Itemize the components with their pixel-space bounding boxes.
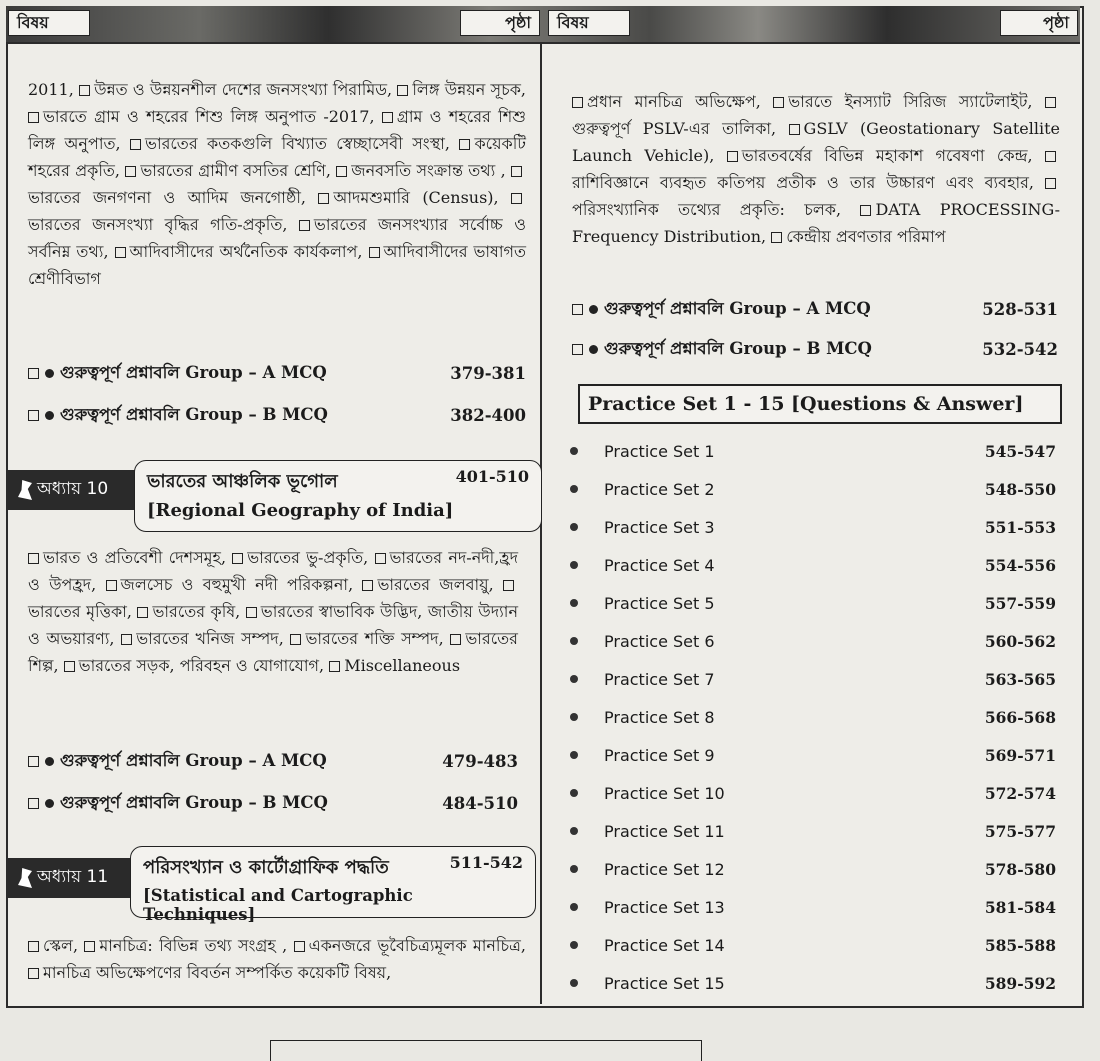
practice-set-label: Practice Set 11: [604, 821, 725, 841]
topic-item: [362, 575, 493, 594]
practice-set-row: [570, 512, 1056, 542]
bullet-icon: [570, 979, 578, 987]
practice-set-pages: 585-588: [984, 935, 1056, 955]
chapter-11-title-box: [130, 846, 536, 924]
topic-text: প্রধান মানচিত্র অভিক্ষেপ,: [587, 92, 761, 111]
bullet-icon: [45, 799, 54, 808]
checkbox-icon: [28, 410, 39, 421]
checkbox-icon: [773, 97, 784, 108]
checkbox-icon: [290, 634, 301, 645]
topic-text: জলসেচ ও বহুমুখী নদী পরিকল্পনা,: [120, 575, 354, 594]
topic-item: [28, 936, 78, 955]
checkbox-icon: [572, 344, 583, 355]
practice-set-pages: 560-562: [984, 631, 1056, 651]
left-intro-topics: [28, 76, 526, 292]
header-page-left: পৃষ্ঠা: [460, 10, 540, 36]
topic-item: [130, 134, 450, 153]
checkbox-icon: [106, 580, 117, 591]
practice-set-label: Practice Set 13: [604, 897, 725, 917]
topic-text: ভারতের মৃত্তিকা,: [28, 602, 132, 621]
chapter-10-group-a-row: গুরুত্বপূর্ণ প্রশ্নাবলি Group – A MCQ 479-483: [28, 748, 518, 775]
chapter-10-subtitle: [Regional Geography of India]: [147, 500, 454, 521]
practice-set-label: Practice Set 2: [604, 479, 715, 499]
checkbox-icon: [771, 232, 782, 243]
practice-set-pages: 569-571: [984, 745, 1056, 765]
topic-item: [64, 656, 324, 675]
topic-item: [232, 548, 368, 567]
chapter-10-title-box: [134, 460, 542, 532]
practice-set-label: Practice Set 7: [604, 669, 715, 689]
checkbox-icon: [84, 941, 95, 952]
topic-item: [79, 80, 392, 99]
group-a-row: গুরুত্বপূর্ণ প্রশ্নাবলি Group – A MCQ 379-381: [28, 360, 526, 387]
checkbox-icon: [79, 85, 90, 96]
practice-set-label: Practice Set 6: [604, 631, 715, 651]
checkbox-icon: [299, 220, 310, 231]
right-group-b-row: গুরুত্বপূর্ণ প্রশ্নাবলি Group – B MCQ 532-542: [572, 336, 1058, 363]
checkbox-icon: [1045, 178, 1056, 189]
bullet-icon: [570, 599, 578, 607]
bullet-icon: [570, 675, 578, 683]
chapter-11-title: পরিসংখ্যান ও কার্টোগ্রাফিক পদ্ধতি: [143, 857, 389, 878]
topic-item: [771, 227, 945, 246]
checkbox-icon: [511, 166, 522, 177]
topic-text: ভারতে গ্রাম ও শহরের শিশু লিঙ্গ অনুপাত -2017,: [43, 107, 375, 126]
topic-text: 2011,: [28, 80, 74, 99]
checkbox-icon: [336, 166, 347, 177]
topic-item: [329, 656, 460, 675]
topic-text: রাশিবিজ্ঞানে ব্যবহৃত কতিপয় প্রতীক ও তার উচ্চারণ এবং ব্যবহার,: [572, 173, 1034, 192]
practice-set-label: Practice Set 10: [604, 783, 725, 803]
checkbox-icon: [130, 139, 141, 150]
checkbox-icon: [28, 112, 39, 123]
practice-set-row: [570, 664, 1056, 694]
topic-text: আদমশুমারি (Census),: [333, 188, 499, 207]
practice-set-pages: 557-559: [984, 593, 1056, 613]
bullet-icon: [570, 865, 578, 873]
practice-set-row: [570, 702, 1056, 732]
bullet-icon: [589, 345, 598, 354]
bullet-icon: [570, 789, 578, 797]
bullet-icon: [570, 713, 578, 721]
practice-set-label: Practice Set 12: [604, 859, 725, 879]
checkbox-icon: [121, 634, 132, 645]
topic-text: ভারতের স্বাভাবিক উদ্ভিদ, জাতীয় উদ্যান ও অভয়ারণ্য,: [28, 602, 518, 648]
topic-text: ভারতের গ্রামীণ বসতির শ্রেণি,: [140, 161, 331, 180]
topic-text: ভারতের জনসংখ্যা বৃদ্ধির গতি-প্রকৃতি,: [28, 215, 288, 234]
checkbox-icon: [375, 553, 386, 564]
chapter-11-topics: [28, 932, 526, 986]
topic-text: কেন্দ্রীয় প্রবণতার পরিমাপ: [786, 227, 946, 246]
chapter-10-topics: [28, 544, 518, 679]
topic-text: ভারতের শিল্প,: [28, 629, 518, 675]
bullet-icon: [570, 751, 578, 759]
checkbox-icon: [382, 112, 393, 123]
checkbox-icon: [137, 607, 148, 618]
right-intro-topics: [572, 88, 1060, 250]
practice-set-row: [570, 588, 1056, 618]
checkbox-icon: [511, 193, 522, 204]
topic-text: কয়েকটি শহরের প্রকৃতি,: [28, 134, 527, 180]
chapter-emblem-icon: [18, 868, 32, 888]
checkbox-icon: [28, 798, 39, 809]
bullet-icon: [45, 369, 54, 378]
practice-set-label: Practice Set 3: [604, 517, 715, 537]
practice-set-label: Practice Set 14: [604, 935, 725, 955]
topic-item: [28, 107, 375, 126]
checkbox-icon: [860, 205, 871, 216]
practice-set-pages: 551-553: [984, 517, 1056, 537]
checkbox-icon: [329, 661, 340, 672]
checkbox-icon: [1045, 97, 1056, 108]
chapter-11-tab: অধ্যায় 11: [8, 858, 138, 898]
topic-text: ভারতের জলবায়ু,: [377, 575, 494, 594]
topic-text: ভারতের নদ-নদী,হ্রদ ও উপহ্রদ,: [28, 548, 518, 594]
checkbox-icon: [64, 661, 75, 672]
topic-item: [773, 92, 1032, 111]
checkbox-icon: [727, 151, 738, 162]
topic-text: ভারত ও প্রতিবেশী দেশসমূহ,: [43, 548, 227, 567]
checkbox-icon: [450, 634, 461, 645]
practice-set-pages: 566-568: [984, 707, 1056, 727]
checkbox-icon: [369, 247, 380, 258]
topic-text: জনবসতি সংক্রান্ত তথ্য ,: [351, 161, 506, 180]
practice-set-pages: 554-556: [984, 555, 1056, 575]
topic-text: DATA PROCESSING-Frequency Distribution,: [572, 200, 1060, 246]
topic-item: [137, 602, 240, 621]
practice-set-pages: 575-577: [984, 821, 1056, 841]
topic-text: ভারতের সড়ক, পরিবহন ও যোগাযোগ,: [78, 656, 325, 675]
topic-item: [28, 963, 391, 982]
topic-text: মানচিত্র অভিক্ষেপণের বিবর্তন সম্পর্কিত কয়েকটি বিষয়,: [43, 963, 392, 982]
topic-text: ভারতের ভু-প্রকৃতি,: [247, 548, 369, 567]
topic-text: আদিবাসীদের ভাষাগত শ্রেণীবিভাগ: [28, 242, 526, 288]
topic-text: লিঙ্গ উন্নয়ন সূচক,: [412, 80, 526, 99]
bullet-icon: [570, 903, 578, 911]
topic-item: [115, 242, 363, 261]
topic-item: [290, 629, 443, 648]
topic-text: গুরুত্বপূর্ণ PSLV-এর তালিকা,: [572, 119, 777, 138]
topic-text: ভারতে ইনস্যাট সিরিজ স্যাটেলাইট,: [788, 92, 1033, 111]
checkbox-icon: [246, 607, 257, 618]
topic-item: [121, 629, 284, 648]
practice-set-label: Practice Set 1: [604, 441, 715, 461]
topic-text: Miscellaneous: [344, 656, 461, 675]
checkbox-icon: [318, 193, 329, 204]
chapter-10-tab: অধ্যায় 10: [8, 470, 148, 510]
topic-text: গ্রাম ও শহরের শিশু লিঙ্গ অনুপাত,: [28, 107, 527, 153]
chapter-10-title: ভারতের আঞ্চলিক ভূগোল: [147, 471, 338, 492]
topic-item: [318, 188, 498, 207]
header-band: [6, 6, 1080, 44]
bullet-icon: [570, 523, 578, 531]
header-subject-left: বিষয়: [8, 10, 90, 36]
topic-text: মানচিত্র: বিভিন্ন তথ্য সংগ্রহ ,: [99, 936, 288, 955]
chapter-emblem-icon: [18, 480, 32, 500]
practice-set-label: Practice Set 4: [604, 555, 715, 575]
practice-set-row: [570, 930, 1056, 960]
practice-set-pages: 563-565: [984, 669, 1056, 689]
topic-item: [727, 146, 1033, 165]
practice-set-row: [570, 816, 1056, 846]
checkbox-icon: [572, 304, 583, 315]
bullet-icon: [570, 485, 578, 493]
bullet-icon: [45, 411, 54, 420]
checkbox-icon: [397, 85, 408, 96]
checkbox-icon: [28, 756, 39, 767]
topic-text: ভারতের কতকগুলি বিখ্যাত স্বেচ্ছাসেবী সংস্থা,: [145, 134, 451, 153]
checkbox-icon: [28, 368, 39, 379]
practice-set-pages: 572-574: [984, 783, 1056, 803]
topic-text: স্কেল,: [43, 936, 79, 955]
checkbox-icon: [789, 124, 800, 135]
practice-set-row: [570, 474, 1056, 504]
bullet-icon: [570, 827, 578, 835]
topic-text: GSLV (Geostationary Satellite Launch Vehicle),: [572, 119, 1060, 165]
chapter-10-group-b-row: গুরুত্বপূর্ণ প্রশ্নাবলি Group – B MCQ 484-510: [28, 790, 518, 817]
checkbox-icon: [503, 580, 514, 591]
topic-item: [294, 936, 526, 955]
topic-text: ভারতের কৃষি,: [152, 602, 241, 621]
practice-set-pages: 589-592: [984, 973, 1056, 993]
chapter-11-pages: 511-542: [449, 853, 523, 872]
bullet-icon: [589, 305, 598, 314]
topic-item: [28, 548, 226, 567]
topic-text: পরিসংখ্যানিক তথ্যের প্রকৃতি: চলক,: [572, 200, 842, 219]
header-page-right: পৃষ্ঠা: [1000, 10, 1078, 36]
practice-set-pages: 581-584: [984, 897, 1056, 917]
practice-set-label: Practice Set 5: [604, 593, 715, 613]
checkbox-icon: [115, 247, 126, 258]
header-subject-right: বিষয়: [548, 10, 630, 36]
topic-item: [572, 92, 761, 111]
checkbox-icon: [28, 941, 39, 952]
bottom-box: [270, 1040, 702, 1061]
bullet-icon: [45, 757, 54, 766]
topic-text: ভারতের খনিজ সম্পদ,: [136, 629, 284, 648]
group-b-row: গুরুত্বপূর্ণ প্রশ্নাবলি Group – B MCQ 382-400: [28, 402, 526, 429]
topic-item: [84, 936, 287, 955]
practice-set-row: [570, 626, 1056, 656]
checkbox-icon: [1045, 151, 1056, 162]
bullet-icon: [570, 447, 578, 455]
topic-text: একনজরে ভূবৈচিত্র্যমূলক মানচিত্র,: [308, 936, 526, 955]
topic-item: [28, 80, 74, 99]
bullet-icon: [570, 561, 578, 569]
practice-set-row: [570, 550, 1056, 580]
checkbox-icon: [459, 139, 470, 150]
checkbox-icon: [232, 553, 243, 564]
topic-text: ভারতের জনগণনা ও আদিম জনগোষ্ঠী,: [28, 188, 306, 207]
checkbox-icon: [572, 97, 583, 108]
practice-set-pages: 548-550: [984, 479, 1056, 499]
chapter-11-subtitle: [Statistical and Cartographic Techniques]: [143, 886, 413, 924]
practice-set-row: [570, 968, 1056, 998]
practice-set-pages: 578-580: [984, 859, 1056, 879]
practice-set-row: [570, 740, 1056, 770]
checkbox-icon: [28, 553, 39, 564]
checkbox-icon: [362, 580, 373, 591]
checkbox-icon: [28, 968, 39, 979]
topic-text: ভারতের জনসংখ্যার সর্বোচ্চ ও সর্বনিম্ন তথ্য,: [28, 215, 526, 261]
topic-item: [125, 161, 331, 180]
topic-text: ভারতের শক্তি সম্পদ,: [305, 629, 444, 648]
practice-set-row: [570, 436, 1056, 466]
practice-set-row: [570, 892, 1056, 922]
chapter-10-pages: 401-510: [455, 467, 529, 486]
practice-set-header: Practice Set 1 - 15 [Questions & Answer]: [578, 384, 1062, 424]
checkbox-icon: [125, 166, 136, 177]
topic-text: ভারতবর্ষের বিভিন্ন মহাকাশ গবেষণা কেন্দ্র,: [741, 146, 1033, 165]
practice-set-pages: 545-547: [984, 441, 1056, 461]
checkbox-icon: [294, 941, 305, 952]
topic-item: [106, 575, 354, 594]
topic-item: [336, 161, 505, 180]
practice-set-label: Practice Set 8: [604, 707, 715, 727]
bullet-icon: [570, 941, 578, 949]
right-group-a-row: গুরুত্বপূর্ণ প্রশ্নাবলি Group – A MCQ 528-531: [572, 296, 1058, 323]
practice-set-label: Practice Set 9: [604, 745, 715, 765]
practice-set-row: [570, 854, 1056, 884]
bullet-icon: [570, 637, 578, 645]
topic-text: উন্নত ও উন্নয়নশীল দেশের জনসংখ্যা পিরামিড,: [94, 80, 393, 99]
practice-set-label: Practice Set 15: [604, 973, 725, 993]
practice-set-row: [570, 778, 1056, 808]
topic-text: আদিবাসীদের অর্থনৈতিক কার্যকলাপ,: [129, 242, 363, 261]
topic-item: [397, 80, 526, 99]
